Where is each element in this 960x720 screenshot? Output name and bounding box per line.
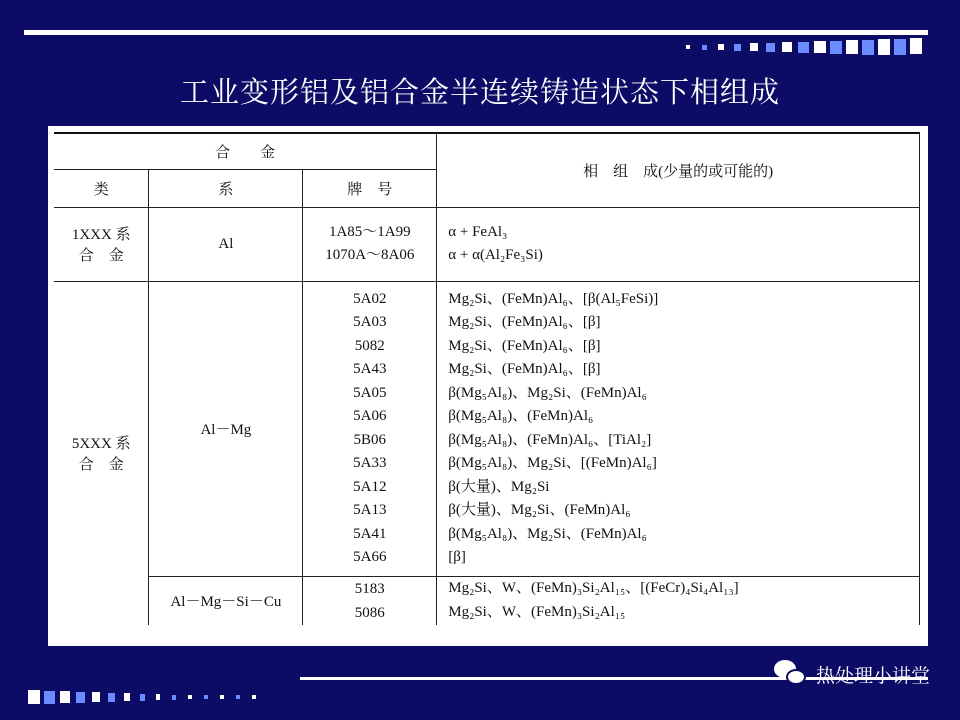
grade-item: 5086 bbox=[354, 604, 385, 621]
phase-item: β(Mg₅Al₈)、(FeMn)Al₆ bbox=[448, 408, 594, 424]
header-grade: 牌 号 bbox=[303, 169, 437, 207]
top-divider-line bbox=[24, 30, 928, 35]
table-panel bbox=[48, 126, 928, 646]
dash-mark bbox=[686, 45, 690, 49]
phase-item: β(Mg₅Al₈)、(FeMn)Al₆、[TiAl₂] bbox=[448, 431, 652, 448]
dash-mark bbox=[846, 40, 858, 54]
dash-mark bbox=[140, 694, 145, 701]
series-al-mg: Al－Mg bbox=[149, 281, 303, 576]
table-row-1xxx bbox=[54, 207, 920, 281]
dash-mark bbox=[702, 45, 707, 50]
dash-mark bbox=[252, 695, 256, 699]
dash-mark bbox=[204, 695, 208, 699]
series-al-mg-si-cu: Al－Mg－Si－Cu bbox=[149, 576, 303, 625]
phases-al-mg bbox=[437, 281, 920, 576]
dash-mark bbox=[188, 695, 192, 699]
dash-mark bbox=[894, 39, 906, 55]
dash-mark bbox=[814, 41, 826, 53]
phases-al-mg-si-cu bbox=[437, 576, 920, 625]
header-series: 系 bbox=[149, 169, 303, 207]
grade-item: 5A66 bbox=[353, 549, 387, 565]
dash-mark bbox=[750, 43, 758, 51]
watermark-text: 热处理小讲堂 bbox=[815, 664, 930, 687]
dash-mark bbox=[172, 695, 176, 700]
grade-item: 5B06 bbox=[353, 431, 387, 448]
dash-mark bbox=[60, 691, 70, 703]
category-5xxx: 5XXX 系 合 金 bbox=[54, 281, 149, 625]
dash-mark bbox=[92, 692, 100, 702]
dash-mark bbox=[798, 42, 809, 53]
header-phase: 相 组 成(少量的或可能的) bbox=[437, 133, 920, 207]
table-row-5xxx-al-mg-si-cu bbox=[54, 576, 920, 625]
header-category: 类 bbox=[54, 169, 149, 207]
wechat-icon bbox=[774, 660, 808, 688]
phase-composition-table bbox=[54, 132, 920, 625]
grade-item: 5A12 bbox=[353, 478, 387, 495]
grade-item: 5A02 bbox=[353, 290, 387, 307]
grades-al-mg-si-cu bbox=[303, 576, 437, 625]
dash-mark bbox=[236, 695, 240, 699]
dash-mark bbox=[734, 44, 741, 51]
phase-item: β(Mg₅Al₈)、Mg₂Si、[(FeMn)Al₆] bbox=[448, 455, 657, 471]
dash-mark bbox=[862, 40, 874, 55]
phase-item: β(大量)、Mg₂Si bbox=[448, 478, 550, 495]
header-row-1 bbox=[54, 133, 920, 169]
phase-item: β(Mg₅Al₈)、Mg₂Si、(FeMn)Al₆ bbox=[448, 525, 647, 542]
table-row-5xxx-al-mg bbox=[54, 281, 920, 576]
dash-mark bbox=[782, 42, 792, 52]
dash-mark bbox=[44, 691, 55, 704]
phase-item: Mg₂Si、(FeMn)Al₆、[β] bbox=[448, 361, 601, 377]
slide-title: 工业变形铝及铝合金半连续铸造状态下相组成 bbox=[179, 75, 780, 109]
grade-item: 5183 bbox=[354, 580, 385, 597]
dash-mark bbox=[766, 43, 775, 52]
header-alloy: 合 金 bbox=[54, 133, 437, 169]
series-al: Al bbox=[149, 207, 303, 281]
grade-item: 5A06 bbox=[353, 408, 387, 424]
grade-item: 5A33 bbox=[353, 455, 387, 471]
grade-item: 5A03 bbox=[353, 314, 387, 330]
dash-mark bbox=[718, 44, 724, 50]
grades-1xxx: 1A85～1A99 1070A～8A06 bbox=[303, 207, 437, 281]
phase-item: Mg₂Si、(FeMn)Al₆、[β(Al₅FeSi)] bbox=[448, 290, 659, 307]
dash-mark bbox=[124, 693, 130, 701]
grades-al-mg bbox=[303, 281, 437, 576]
grade-item: 5A13 bbox=[353, 502, 387, 518]
phase-item: Mg₂Si、W、(FeMn)₃Si₂Al₁₅、[(FeCr)₄Si₄Al₁₃] bbox=[448, 580, 739, 596]
phase-item: Mg₂Si、(FeMn)Al₆、[β] bbox=[448, 314, 601, 330]
phase-item: β(Mg₅Al₈)、Mg₂Si、(FeMn)Al₆ bbox=[448, 384, 647, 401]
grade-item: 5082 bbox=[354, 337, 385, 354]
phase-item: [β] bbox=[448, 549, 466, 565]
dash-mark bbox=[108, 693, 115, 702]
grade-item: 5A05 bbox=[353, 384, 387, 401]
dash-mark bbox=[76, 692, 85, 703]
watermark bbox=[774, 660, 930, 688]
phases-1xxx: α + FeAl₃ α + α(Al₂Fe₃Si) bbox=[437, 207, 920, 281]
phase-item: Mg₂Si、W、(FeMn)₃Si₂Al₁₅ bbox=[448, 603, 626, 620]
dash-mark bbox=[156, 694, 160, 700]
phase-item: Mg₂Si、(FeMn)Al₆、[β] bbox=[448, 337, 601, 354]
grade-item: 5A41 bbox=[353, 525, 387, 542]
dash-mark bbox=[910, 38, 922, 54]
category-1xxx: 1XXX 系 合 金 bbox=[54, 207, 149, 281]
dash-mark bbox=[830, 41, 842, 54]
grade-item: 5A43 bbox=[353, 361, 387, 377]
dash-mark bbox=[220, 695, 224, 699]
phase-item: β(大量)、Mg₂Si、(FeMn)Al₆ bbox=[448, 502, 631, 518]
dash-mark bbox=[28, 690, 40, 704]
dash-mark bbox=[878, 39, 890, 55]
